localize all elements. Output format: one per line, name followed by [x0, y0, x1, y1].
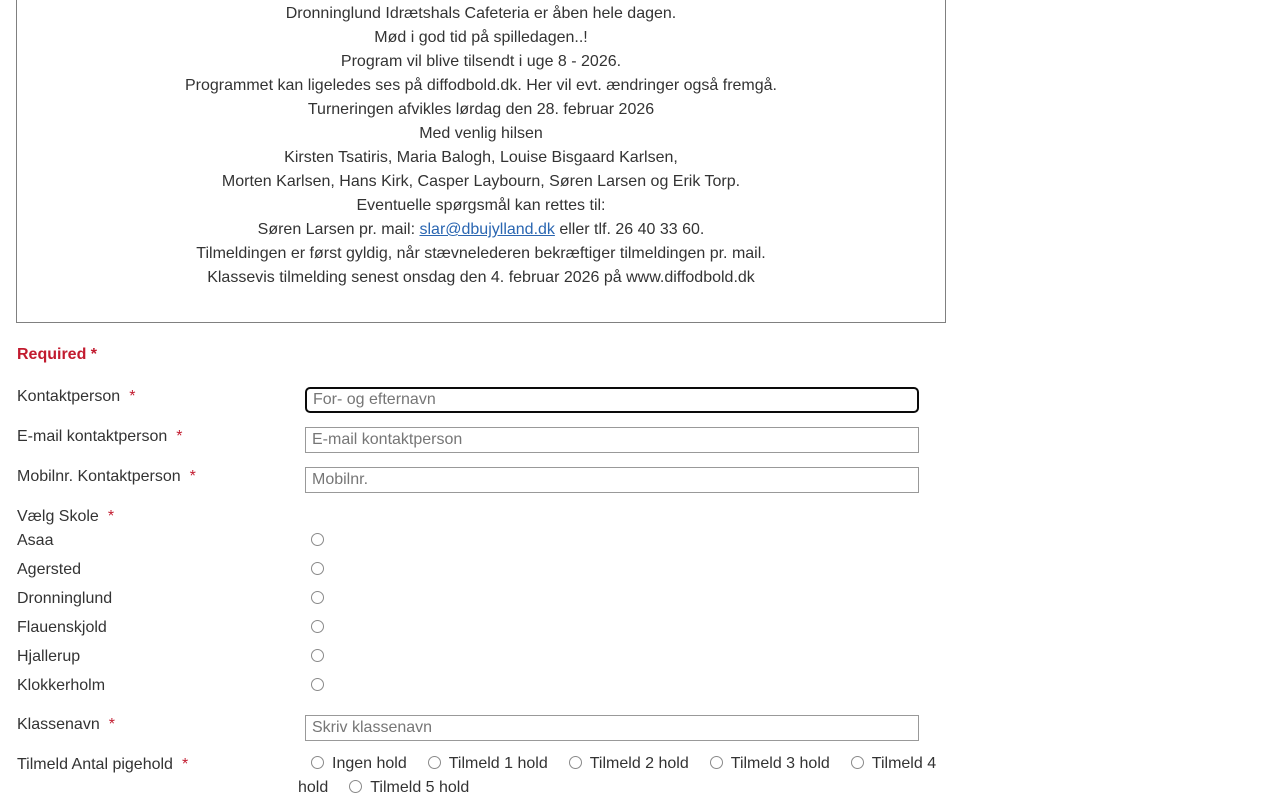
radio-hjallerup[interactable]: [311, 649, 324, 662]
mobilnr-label-text: Mobilnr. Kontaktperson: [17, 468, 181, 485]
radio-tilmeld-1-hold[interactable]: [428, 756, 441, 769]
klassenavn-label: [17, 716, 115, 734]
pigehold-group-label-text: Tilmeld Antal pigehold: [17, 756, 173, 773]
radio-klokkerholm[interactable]: [311, 678, 324, 691]
info-line: Tilmeldingen er først gyldig, når stævnelederen bekræftiger tilmeldingen pr. mail.: [196, 245, 766, 262]
pigehold-group-label: [17, 756, 188, 774]
mobilnr-input[interactable]: [305, 467, 919, 493]
kontaktperson-label: [17, 388, 135, 406]
radio-asaa[interactable]: [311, 533, 324, 546]
required-asterisk: *: [181, 756, 189, 773]
radio-dronninglund[interactable]: [311, 591, 324, 604]
info-line: Programmet kan ligeledes ses på diffodbold.dk. Her vil evt. ændringer også fremgå.: [184, 77, 777, 94]
radio-tilmeld-4-hold[interactable]: [851, 756, 864, 769]
required-asterisk: *: [176, 428, 183, 445]
info-line: Klassevis tilmelding senest onsdag den 4. februar 2026 på www.diffodbold.dk: [207, 269, 755, 286]
school-option-label-klokkerholm: Klokkerholm: [17, 677, 106, 694]
info-line: Dronninglund Idrætshals Cafeteria er åben hele dagen.: [285, 5, 677, 22]
required-asterisk: *: [189, 468, 196, 485]
school-group-label-text: Vælg Skole: [17, 508, 99, 525]
info-panel: [16, 0, 946, 323]
mail-line-after: eller tlf. 26 40 33 60.: [554, 221, 705, 238]
school-option-label-flauenskjold: Flauenskjold: [17, 619, 107, 636]
school-option-label-dronninglund: Dronninglund: [17, 590, 113, 607]
pigehold-option-label-1: Tilmeld 1 hold: [448, 755, 548, 772]
info-line: Program vil blive tilsendt i uge 8 - 2026.: [340, 53, 622, 70]
email-label: [17, 428, 183, 446]
pigehold-option-label-3: Tilmeld 3 hold: [730, 755, 830, 772]
mail-line-before: Søren Larsen pr. mail:: [257, 221, 420, 238]
kontaktperson-label-text: Kontaktperson: [17, 388, 121, 405]
radio-agersted[interactable]: [311, 562, 324, 575]
school-group-label: [17, 508, 114, 526]
info-line: Eventuelle spørgsmål kan rettes til:: [356, 197, 606, 214]
info-line: Mød i god tid på spilledagen..!: [374, 29, 588, 46]
klassenavn-label-text: Klassenavn: [17, 716, 100, 733]
email-label-text: E-mail kontaktperson: [17, 428, 168, 445]
info-line: Med venlig hilsen: [419, 125, 543, 142]
radio-tilmeld-2-hold[interactable]: [569, 756, 582, 769]
school-option-label-agersted: Agersted: [17, 561, 82, 578]
mobilnr-label: [17, 468, 196, 486]
pigehold-option-label-ingen: Ingen hold: [332, 755, 407, 772]
email-input[interactable]: [305, 427, 919, 453]
pigehold-option-label-4: Tilmeld 4 hold: [298, 755, 937, 796]
info-line: Morten Karlsen, Hans Kirk, Casper Laybourn, Søren Larsen og Erik Torp.: [221, 173, 741, 190]
pigehold-option-label-2: Tilmeld 2 hold: [589, 755, 689, 772]
radio-flauenskjold[interactable]: [311, 620, 324, 633]
required-asterisk: *: [107, 508, 115, 525]
required-note: Required *: [17, 346, 98, 363]
info-line-mail: [17, 218, 945, 242]
email-link[interactable]: slar@dbujylland.dk: [419, 221, 555, 238]
radio-tilmeld-3-hold[interactable]: [710, 756, 723, 769]
required-asterisk: *: [129, 388, 136, 405]
school-option-label-hjallerup: Hjallerup: [17, 648, 81, 665]
radio-tilmeld-5-hold[interactable]: [349, 780, 362, 793]
pigehold-options: [298, 752, 946, 800]
info-line: Kirsten Tsatiris, Maria Balogh, Louise Bisgaard Karlsen,: [284, 149, 678, 166]
info-line: Turneringen afvikles lørdag den 28. februar 2026: [307, 101, 655, 118]
kontaktperson-input[interactable]: [305, 387, 919, 413]
radio-ingen-hold[interactable]: [311, 756, 324, 769]
required-asterisk: *: [108, 716, 115, 733]
klassenavn-input[interactable]: [305, 715, 919, 741]
pigehold-option-label-5: Tilmeld 5 hold: [370, 779, 470, 796]
school-option-label-asaa: Asaa: [17, 532, 54, 549]
